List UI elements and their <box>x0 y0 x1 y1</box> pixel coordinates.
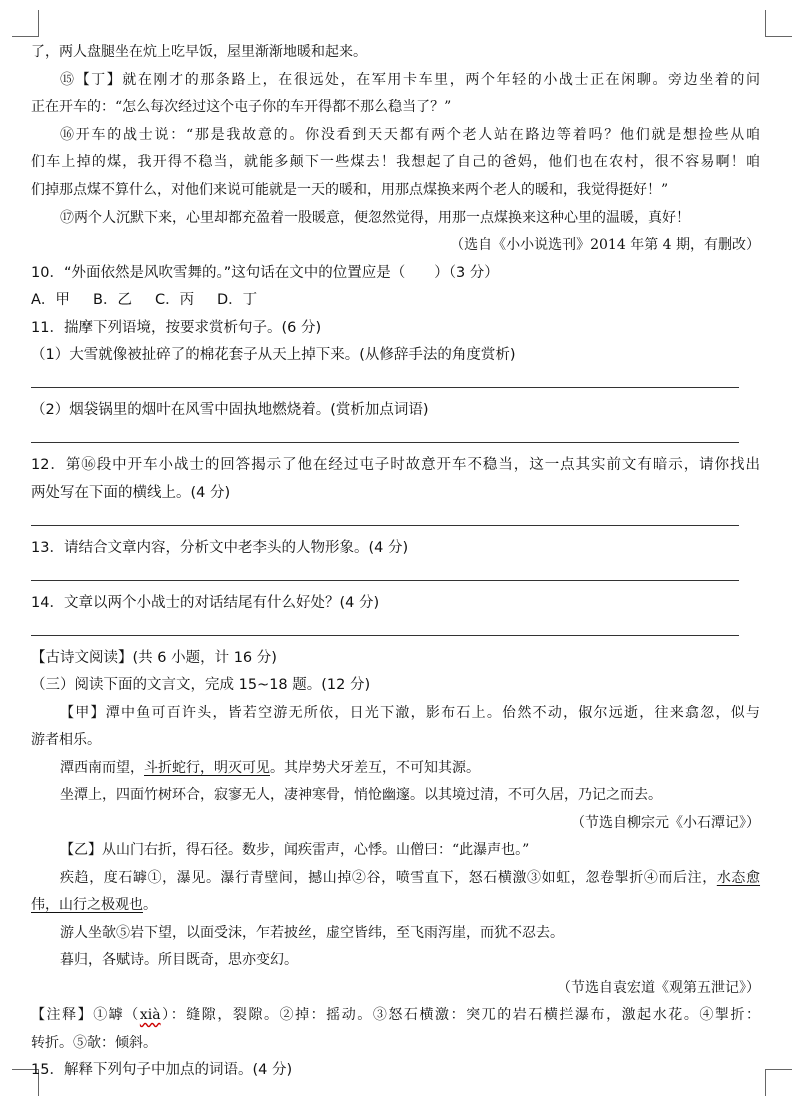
passage-jia-line1: 【甲】潭中鱼可百许头，皆若空游无所依，日光下澈，影布石上。佁然不动，俶尔远逝，往来翕忽，似与 <box>60 705 760 721</box>
option-b: B．乙 <box>93 292 132 308</box>
question-12-line2: 两处写在下面的横线上。(4 分) <box>31 485 231 501</box>
passage-jia-p3: 坐潭上，四面竹树环合，寂寥无人，凄神寒骨，悄怆幽邃。以其境过清，不可久居，乃记之而去。 <box>60 787 662 803</box>
notes-line1 <box>31 1006 760 1024</box>
text-span: 潭西南而望， <box>60 760 144 776</box>
passage-jia-line2: 游者相乐。 <box>31 732 101 748</box>
story-p14-tail: 了，两人盘腿坐在炕上吃早饭，屋里渐渐地暖和起来。 <box>31 44 367 60</box>
story-source: （选自《小小说选刊》2014 年第 4 期，有删改） <box>450 237 760 253</box>
passage-yi-line3 <box>31 896 157 914</box>
text-span: 疾趋，度石罅①，瀑见。瀑行青壁间，撼山掉②谷，喷雪直下，怒石横激③如虹，忽卷掣折④而后注， <box>60 870 717 886</box>
passage-yi-line2 <box>60 869 760 887</box>
story-p16-line1: ⑯开车的战士说：“那是我故意的。你没看到天天都有两个老人站在路边等着吗？他们就是想捡些从咱 <box>60 127 760 143</box>
section-title-classical: 【古诗文阅读】(共 6 小题，计 16 分) <box>31 650 277 666</box>
text-span: 【注释】①罅（ <box>31 1007 140 1023</box>
story-p15-line2: 正在开车的：“怎么每次经过这个屯子你的车开得都不那么稳当了？” <box>31 99 452 115</box>
question-11-1: （1）大雪就像被扯碎了的棉花套子从天上掉下来。(从修辞手法的角度赏析) <box>31 347 516 363</box>
question-12-line1: 12．第⑯段中开车小战士的回答揭示了他在经过屯子时故意开车不稳当，这一点其实前文有暗示，请你找出 <box>31 457 760 473</box>
answer-line-14[interactable] <box>31 635 739 636</box>
passage-yi-line4: 游人坐欹⑤岩下望，以面受沫，乍若披丝，虚空皆纬，至飞雨泻崖，而犹不忍去。 <box>60 925 564 941</box>
passage-yi-line1: 【乙】从山门右折，得石径。数步，闻疾雷声，心悸。山僧曰：“此瀑声也。” <box>60 842 530 858</box>
part-3-instruction: （三）阅读下面的文言文，完成 15~18 题。(12 分) <box>31 677 371 693</box>
question-11: 11．揣摩下列语境，按要求赏析句子。(6 分) <box>31 320 322 336</box>
pinyin: xià <box>139 1007 161 1023</box>
passage-yi-source: （节选自袁宏道《观第五泄记》） <box>557 980 760 996</box>
question-13: 13．请结合文章内容，分析文中老李头的人物形象。(4 分) <box>31 540 409 556</box>
question-10: 10．“外面依然是风吹雪舞的。”这句话在文中的位置应是（ ）（3 分） <box>31 265 499 281</box>
story-p15-line1: ⑮【丁】就在刚才的那条路上，在很远处，在军用卡车里，两个年轻的小战士正在闲聊。旁边坐着的问 <box>60 72 760 88</box>
text-span: 。其岸势犬牙差互，不可知其源。 <box>270 760 480 776</box>
story-p16-line2: 们车上掉的煤，我开得不稳当，就能多颠下一些煤去！我想起了自己的爸妈，他们也在农村，很不容易啊！咱 <box>31 154 760 170</box>
question-15: 15．解释下列句子中加点的词语。(4 分) <box>31 1062 293 1078</box>
option-c: C．丙 <box>155 292 195 308</box>
story-p17: ⑰两个人沉默下来，心里却都充盈着一股暖意，便忽然觉得，用那一点煤换来这种心里的温暖，真好！ <box>60 210 690 226</box>
underlined-sentence-yi-part1: 水态愈 <box>716 870 761 886</box>
underlined-sentence-jia: 斗折蛇行，明灭可见 <box>144 760 270 776</box>
text-span: ）：缝隙，裂隙。②掉：摇动。③怒石横激：突兀的岩石横拦瀑布，激起水花。④掣折： <box>160 1007 761 1023</box>
passage-jia-source: （节选自柳宗元《小石潭记》） <box>571 815 760 831</box>
text-span: 。 <box>143 897 157 913</box>
question-11-2: （2）烟袋锅里的烟叶在风雪中固执地燃烧着。(赏析加点词语) <box>31 402 429 418</box>
answer-line-12[interactable] <box>31 525 739 526</box>
underlined-sentence-yi-part2: 伟，山行之极观也 <box>31 897 143 913</box>
crop-mark-bottom-right <box>765 1069 792 1096</box>
crop-mark-top-left <box>12 10 39 37</box>
passage-jia-p2 <box>60 759 480 777</box>
option-d: D．丁 <box>217 292 258 308</box>
answer-line-11-1[interactable] <box>31 387 739 388</box>
story-p16-line3: 们掉那点煤不算什么，对他们来说可能就是一天的暖和，用那点煤换来两个老人的暖和，我觉得挺好！” <box>31 182 669 198</box>
question-10-options <box>31 291 279 309</box>
question-14: 14．文章以两个小战士的对话结尾有什么好处？(4 分) <box>31 595 380 611</box>
answer-line-11-2[interactable] <box>31 442 739 443</box>
option-a: A．甲 <box>31 292 70 308</box>
answer-line-13[interactable] <box>31 580 739 581</box>
notes-line2: 转折。⑤欹：倾斜。 <box>31 1035 157 1051</box>
passage-yi-line5: 暮归，各赋诗。所目既奇，思亦变幻。 <box>60 952 298 968</box>
crop-mark-top-right <box>765 10 792 37</box>
